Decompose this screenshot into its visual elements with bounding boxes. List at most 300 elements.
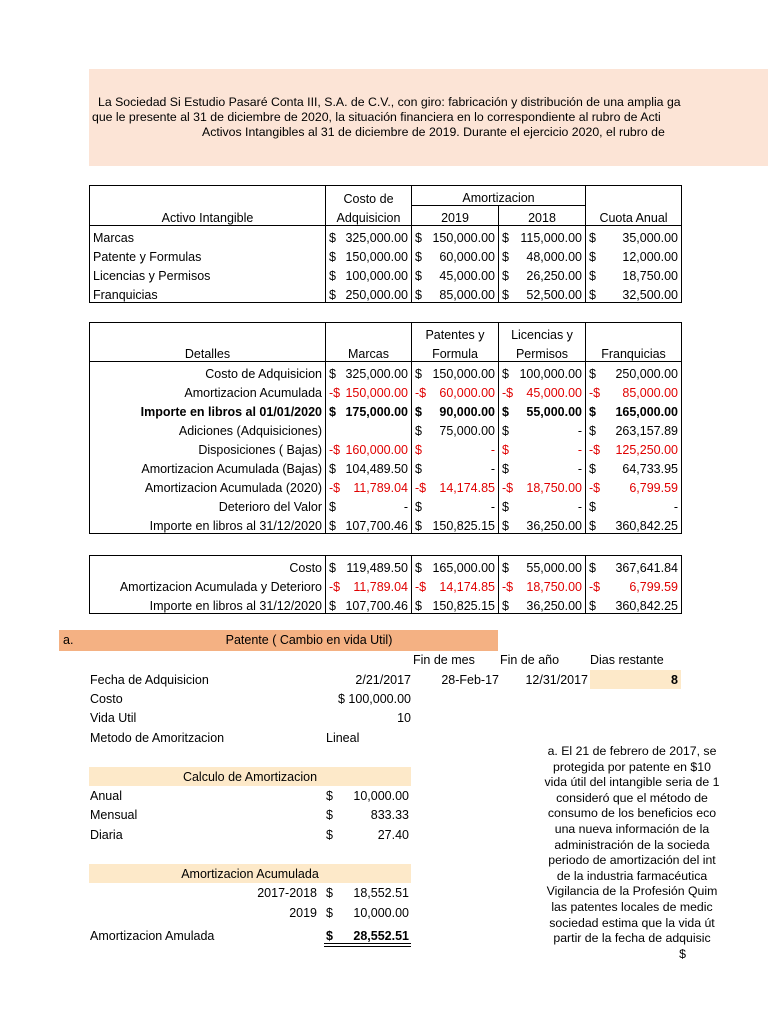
table-row [90,419,682,438]
row-label: Amortizacion Acumulada (2020) [90,476,326,495]
currency-sign: $ [502,405,509,419]
currency-sign: $ [502,519,509,533]
amount-cell-costo [326,264,412,283]
note-line: consumo de los beneficios eco [547,806,717,821]
currency-sign: $ [589,561,596,575]
amount-value: 360,842.25 [615,519,678,533]
amount-cell-col1 [412,438,499,457]
diaria-dollar: $ [326,828,333,842]
currency-sign: -$ [415,580,427,594]
intro-box [89,69,768,166]
amount-cell-col2 [499,514,586,534]
currency-sign: -$ [329,443,341,457]
note-line: de la industria farmacéutica [556,868,708,883]
mensual-label: Mensual [90,808,138,822]
amount-cell-col3 [586,400,682,419]
note-line: a. El 21 de febrero de 2017, se [547,744,717,758]
amount-value: 85,000.00 [622,386,678,400]
currency-sign: $ [415,269,422,283]
amount-value: 6,799.59 [629,481,678,495]
amount-value: - [577,424,582,438]
currency-sign: $ [329,599,336,613]
table-row [90,457,682,476]
costo-label: Costo [90,692,123,706]
totals-table [89,555,682,614]
header-2018: 2018 [499,206,586,226]
currency-sign: -$ [502,580,514,594]
currency-sign: $ [415,599,422,613]
amount-value: 11,789.04 [353,580,408,594]
amount-cell-col1 [412,457,499,476]
amount-value: 250,000.00 [615,367,678,381]
amount-value: 35,000.00 [622,231,678,245]
amount-value: 12,000.00 [622,250,678,264]
currency-sign: $ [502,288,509,302]
currency-sign: $ [329,269,336,283]
amount-value: 150,825.15 [432,599,495,613]
currency-sign: $ [415,561,422,575]
note-line: protegida por patente en $10 [553,759,711,774]
amount-value: 263,157.89 [615,424,678,438]
amount-value: 100,000.00 [519,367,582,381]
currency-sign: $ [589,405,596,419]
amount-cell-col2 [499,476,586,495]
amount-cell-col3 [586,362,682,382]
amount-cell-col3 [586,438,682,457]
amount-cell-2019 [412,226,499,246]
anual-value: 10,000.00 [353,789,409,803]
amount-cell-col1 [412,575,499,594]
row-label: Amortizacion Acumulada (Bajas) [90,457,326,476]
currency-sign: -$ [589,580,601,594]
header-costo-line2: Adquisicion [326,206,412,226]
amount-value: 367,641.84 [615,561,678,575]
section-a-header [59,630,498,651]
amount-cell-col0 [326,514,412,534]
costo-value: $ 100,000.00 [338,692,411,706]
row-label: Disposiciones ( Bajas) [90,438,326,457]
currency-sign: -$ [329,386,341,400]
amount-cell-col0 [326,362,412,382]
currency-sign: $ [329,231,336,245]
amount-value: 107,700.46 [345,519,408,533]
currency-sign: $ [502,599,509,613]
anual-label: Anual [90,789,122,803]
total-label: Amortizacion Amulada [90,929,215,943]
amount-value: 26,250.00 [526,269,582,283]
anual-dollar: $ [326,789,333,803]
amount-cell-col1 [412,514,499,534]
amount-value: 6,799.59 [629,580,678,594]
p1-dollar: $ [326,886,333,900]
currency-sign: -$ [415,481,427,495]
amount-cell-col0 [326,556,412,576]
amount-cell-2018 [499,283,586,303]
p1-label: 2017-2018 [257,886,317,900]
vida-value: 10 [397,711,411,725]
amount-value: 150,000.00 [432,367,495,381]
table-row [90,283,682,303]
total-value: 28,552.51 [353,929,409,943]
row-label: Licencias y Permisos [90,264,326,283]
amount-cell-col0 [326,457,412,476]
currency-sign: $ [502,367,509,381]
table-row [90,245,682,264]
currency-sign: $ [329,519,336,533]
header-detalles: Detalles [90,342,326,362]
amount-value: 14,174.85 [439,481,495,495]
amount-value: 250,000.00 [345,288,408,302]
p2-value: 10,000.00 [353,906,409,920]
note-line: Vigilancia de la Profesión Quim [546,884,718,899]
amount-cell-col0 [326,419,412,438]
table-row [90,438,682,457]
currency-sign: $ [415,231,422,245]
row-label: Deterioro del Valor [90,495,326,514]
header-costo-line1: Costo de [326,186,412,206]
amount-value: 100,000.00 [345,269,408,283]
header-licencias-2: Permisos [499,342,586,362]
details-table [89,322,682,534]
amount-value: - [577,443,582,457]
amount-cell-col2 [499,362,586,382]
amount-value: 18,750.00 [622,269,678,283]
table-row [90,575,682,594]
amount-cell-col3 [586,457,682,476]
amount-cell-2019 [412,245,499,264]
amount-cell-col2 [499,381,586,400]
dias-value: 8 [671,673,678,687]
header-licencias-1: Licencias y [499,323,586,343]
amount-value: 125,250.00 [615,443,678,457]
acum-title: Amortizacion Acumulada [181,867,319,881]
amount-cell-col1 [412,594,499,614]
currency-sign: $ [589,462,596,476]
header-franquicias: Franquicias [586,342,682,362]
amount-cell-col0 [326,400,412,419]
currency-sign: $ [589,599,596,613]
row-label: Patente y Formulas [90,245,326,264]
amount-value: 107,700.46 [345,599,408,613]
amount-cell-2018 [499,226,586,246]
amount-cell-col1 [412,381,499,400]
fecha-value: 2/21/2017 [355,673,411,687]
amount-cell-col3 [586,381,682,400]
currency-sign: $ [329,561,336,575]
currency-sign: $ [589,288,596,302]
col-fin-anio: Fin de año [500,653,560,667]
amount-value: 325,000.00 [345,231,408,245]
amount-value: 36,250.00 [526,519,582,533]
amount-cell-col0 [326,476,412,495]
row-label: Amortizacion Acumulada y Deterioro [90,575,326,594]
table-row [90,476,682,495]
amount-cell-costo [326,226,412,246]
note-line: $ [679,946,686,961]
amount-cell-col1 [412,495,499,514]
amount-value: 32,500.00 [622,288,678,302]
amount-value: 165,000.00 [615,405,678,419]
currency-sign: $ [329,462,336,476]
amount-cell-col2 [499,419,586,438]
amount-cell-cuota [586,283,682,303]
currency-sign: $ [589,269,596,283]
amount-value: 52,500.00 [526,288,582,302]
section-a-title: Patente ( Cambio en vida Util) [225,633,393,647]
row-label: Importe en libros al 31/12/2020 [90,514,326,534]
amount-cell-costo [326,283,412,303]
amount-value: 36,250.00 [526,599,582,613]
amount-value: - [577,500,582,514]
currency-sign: $ [329,500,336,514]
amount-cell-col2 [499,594,586,614]
currency-sign: $ [329,250,336,264]
header-patentes-1: Patentes y [412,323,499,343]
currency-sign: $ [589,250,596,264]
amount-value: 45,000.00 [526,386,582,400]
currency-sign: -$ [502,386,514,400]
currency-sign: -$ [329,580,341,594]
intangibles-summary-table [89,185,682,303]
currency-sign: $ [415,288,422,302]
currency-sign: $ [502,561,509,575]
mensual-value: 833.33 [370,808,409,822]
total-dollar: $ [326,929,333,943]
amount-cell-col0 [326,594,412,614]
amount-cell-col2 [499,400,586,419]
p1-value: 18,552.51 [353,886,409,900]
note-line: las patentes locales de medic [551,899,713,914]
amount-cell-col3 [586,575,682,594]
note-line: sociedad estima que la vida út [549,915,715,930]
currency-sign: $ [329,367,336,381]
table-row [90,514,682,534]
amount-value: 18,750.00 [526,481,582,495]
note-line: vida útil del intangible seria de 1 [544,775,720,790]
currency-sign: $ [502,500,509,514]
currency-sign: $ [502,443,509,457]
table-row [90,362,682,382]
amount-value: 150,825.15 [432,519,495,533]
table-row [90,381,682,400]
amount-cell-col3 [586,514,682,534]
amount-cell-col1 [412,556,499,576]
amount-cell-col0 [326,381,412,400]
header-2019: 2019 [412,206,499,226]
amount-cell-cuota [586,226,682,246]
row-label: Costo [90,556,326,576]
metodo-label: Metodo de Amoritzacion [90,731,225,745]
currency-sign: -$ [589,386,601,400]
currency-sign: $ [329,288,336,302]
currency-sign: -$ [415,386,427,400]
row-label: Costo de Adquisicion [90,362,326,382]
table-row [90,594,682,614]
p2-label: 2019 [289,906,317,920]
amount-value: 150,000.00 [432,231,495,245]
amount-cell-col2 [499,556,586,576]
vida-label: Vida Util [90,711,137,725]
amount-value: - [490,462,495,476]
amount-cell-2018 [499,264,586,283]
calculo-header [89,767,411,786]
amount-cell-col1 [412,362,499,382]
intro-line-3: Activos Intangibles al 31 de diciembre de 2019. Durante el ejercicio 2020, el rubro de [202,125,665,139]
amount-cell-col0 [326,438,412,457]
currency-sign: $ [415,500,422,514]
intro-line-1: La Sociedad Si Estudio Pasaré Conta III, S.A. de C.V., con giro: fabricación y distribución de una amplia ga [98,95,681,109]
amount-cell-cuota [586,264,682,283]
amount-value: 45,000.00 [439,269,495,283]
note-line: periodo de amortización del int [548,853,716,868]
amount-value: 48,000.00 [526,250,582,264]
note-text [496,744,768,962]
table-row [90,226,682,246]
amount-cell-col2 [499,575,586,594]
currency-sign: $ [415,519,422,533]
amount-cell-2019 [412,264,499,283]
currency-sign: -$ [589,443,601,457]
amount-value: 64,733.95 [622,462,678,476]
amount-cell-col0 [326,575,412,594]
col-dias: Dias restante [590,653,664,667]
note-line: administración de la socieda [554,837,710,852]
amount-value: - [490,500,495,514]
row-label: Marcas [90,226,326,246]
row-label: Importe en libros al 01/01/2020 [90,400,326,419]
amount-cell-col1 [412,419,499,438]
amount-value: 325,000.00 [345,367,408,381]
amount-value: 150,000.00 [345,250,408,264]
amount-cell-col0 [326,495,412,514]
table-row [90,400,682,419]
diaria-value: 27.40 [377,828,409,842]
amount-value: 75,000.00 [439,424,495,438]
currency-sign: $ [589,231,596,245]
amount-cell-col1 [412,400,499,419]
amount-cell-2018 [499,245,586,264]
currency-sign: $ [589,500,596,514]
acum-header [89,864,411,883]
amount-value: 160,000.00 [345,443,408,457]
amount-value: 150,000.00 [345,386,408,400]
amount-value: 85,000.00 [439,288,495,302]
amount-cell-cuota [586,245,682,264]
amount-value: 60,000.00 [439,386,495,400]
currency-sign: $ [502,250,509,264]
total-underline-2 [324,946,411,947]
currency-sign: -$ [329,481,341,495]
amount-value: 115,000.00 [520,231,582,245]
currency-sign: $ [415,462,422,476]
row-label: Importe en libros al 31/12/2020 [90,594,326,614]
row-label: Franquicias [90,283,326,303]
table-row [90,495,682,514]
amount-value: 55,000.00 [526,561,582,575]
currency-sign: $ [415,367,422,381]
amount-cell-col3 [586,419,682,438]
currency-sign: $ [589,519,596,533]
currency-sign: $ [589,367,596,381]
intro-line-2: que le presente al 31 de diciembre de 2020, la situación financiera en lo correspondiente al rubro de Acti [92,110,661,124]
dias-cell [590,670,681,689]
fin-mes-value: 28-Feb-17 [441,673,499,687]
amount-value: - [577,462,582,476]
fin-anio-value: 12/31/2017 [525,673,588,687]
fecha-label: Fecha de Adquisicion [90,673,209,687]
note-line: partir de la fecha de adquisic [553,931,711,946]
row-label: Amortizacion Acumulada [90,381,326,400]
amount-cell-col3 [586,495,682,514]
header-patentes-2: Formula [412,342,499,362]
currency-sign: $ [415,250,422,264]
amount-value: 60,000.00 [439,250,495,264]
metodo-value: Lineal [326,731,360,745]
amount-value: 14,174.85 [439,580,495,594]
amount-value: 55,000.00 [526,405,582,419]
currency-sign: $ [415,424,422,438]
header-activo: Activo Intangible [90,206,326,226]
header-marcas: Marcas [326,342,412,362]
calculo-title: Calculo de Amortizacion [182,770,318,784]
amount-cell-col3 [586,594,682,614]
currency-sign: $ [415,443,422,457]
mensual-dollar: $ [326,808,333,822]
amount-value: - [673,500,678,514]
amount-value: 165,000.00 [432,561,495,575]
currency-sign: $ [502,424,509,438]
currency-sign: $ [502,462,509,476]
diaria-label: Diaria [90,828,123,842]
row-label: Adiciones (Adquisiciones) [90,419,326,438]
currency-sign: $ [415,405,422,419]
amount-value: 104,489.50 [345,462,408,476]
currency-sign: $ [329,405,336,419]
amount-value: 175,000.00 [345,405,408,419]
amount-cell-col2 [499,495,586,514]
amount-value: - [403,500,408,514]
section-a-letter: a. [63,633,74,647]
header-cuota: Cuota Anual [586,206,682,226]
p2-dollar: $ [326,906,333,920]
currency-sign: $ [589,424,596,438]
amount-cell-col2 [499,438,586,457]
currency-sign: -$ [589,481,601,495]
amount-value: 119,489.50 [346,561,408,575]
currency-sign: $ [502,269,509,283]
amount-value: 11,789.04 [353,481,408,495]
total-underline-1 [324,943,411,944]
amount-value: 360,842.25 [615,599,678,613]
amount-cell-col3 [586,556,682,576]
header-amortizacion: Amortizacion [412,186,586,206]
amount-cell-col1 [412,476,499,495]
table-row [90,556,682,576]
currency-sign: -$ [502,481,514,495]
amount-cell-costo [326,245,412,264]
amount-cell-col3 [586,476,682,495]
currency-sign: $ [502,231,509,245]
amount-value: 18,750.00 [526,580,582,594]
table-row [90,264,682,283]
col-fin-mes: Fin de mes [413,653,475,667]
note-line: una nueva información de la [554,821,710,836]
amount-cell-2019 [412,283,499,303]
note-line: consideró que el método de [556,790,708,805]
amount-value: 90,000.00 [439,405,495,419]
amount-cell-col2 [499,457,586,476]
amount-value: - [490,443,495,457]
